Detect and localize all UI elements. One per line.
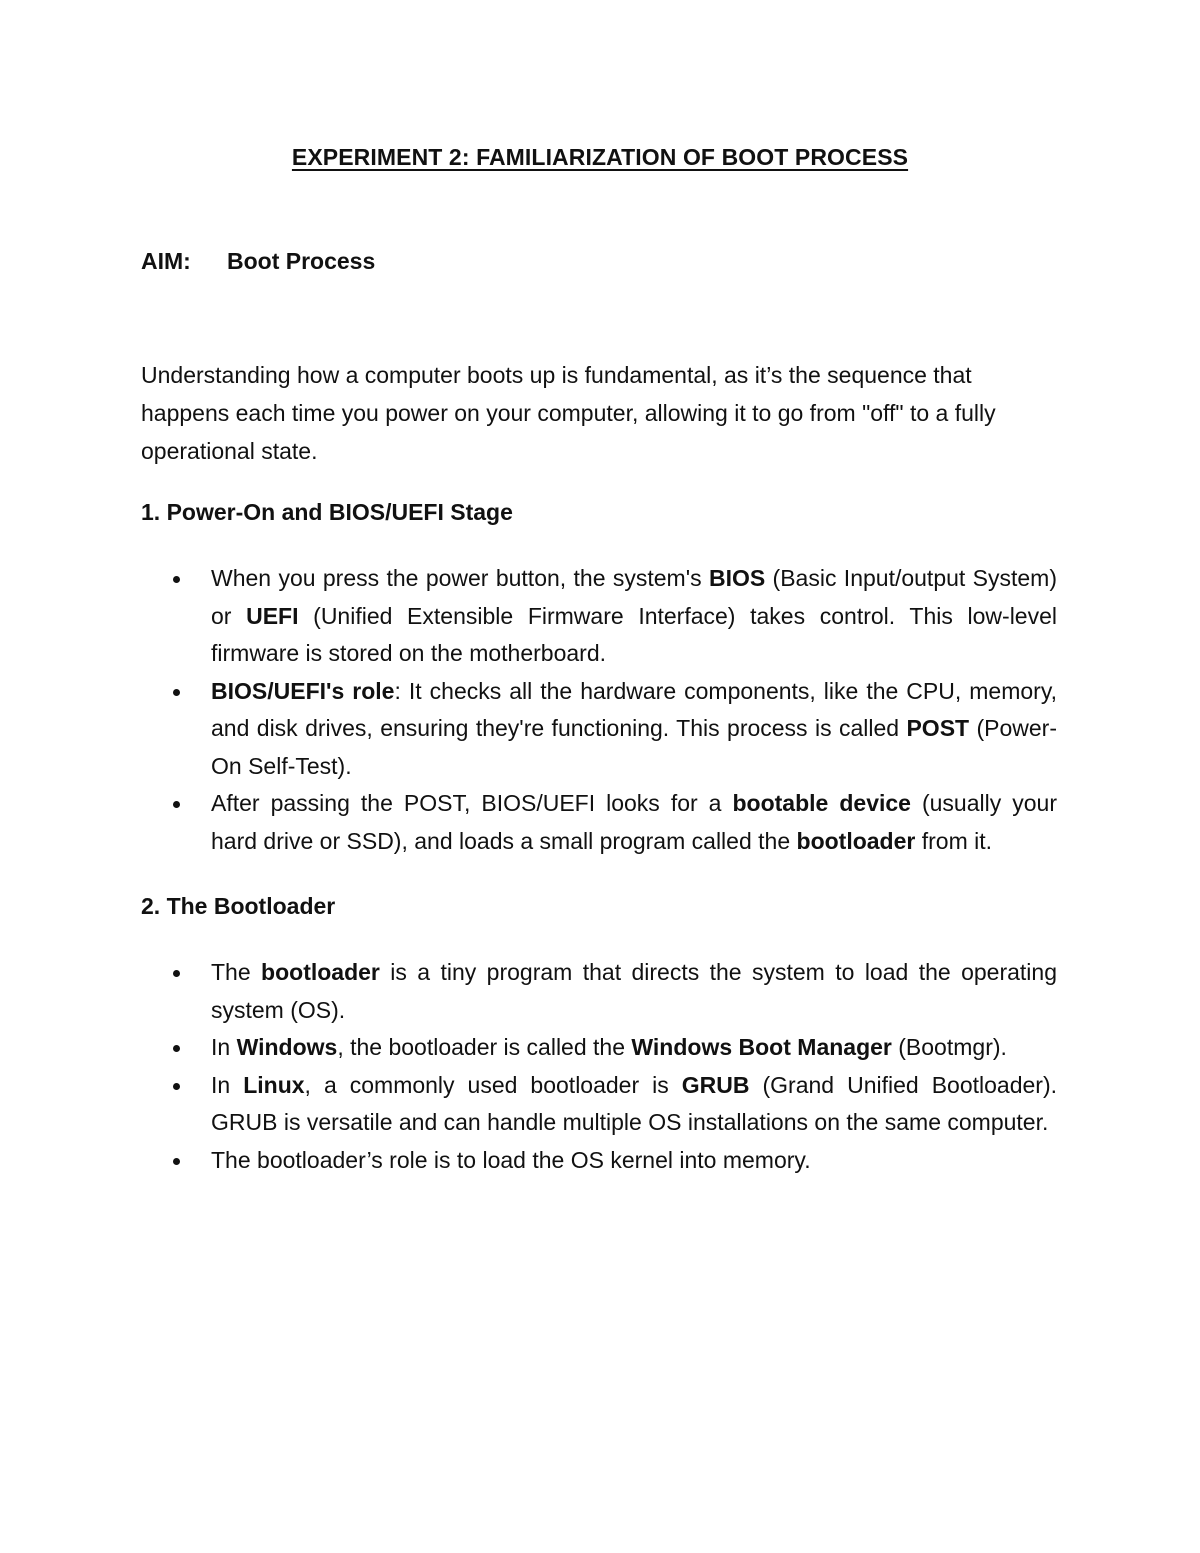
text-run: In bbox=[211, 1071, 244, 1098]
bold-term: bootable device bbox=[732, 790, 911, 816]
bold-term: Windows Boot Manager bbox=[631, 1034, 892, 1060]
text-run: When you press the power button, the system's bbox=[211, 565, 709, 591]
bootloader-bullet-list bbox=[141, 954, 1057, 1179]
text-run: The bbox=[211, 959, 262, 985]
list-item bbox=[141, 1067, 1057, 1142]
text-run: The bootloader’s role is to load the OS kernel into memory. bbox=[211, 1146, 811, 1173]
bullet-icon bbox=[173, 970, 180, 977]
text-run: In bbox=[211, 1034, 237, 1060]
text-run: is a tiny program that directs the system to load the operating system (OS). bbox=[211, 959, 1057, 1023]
bullet-icon bbox=[173, 1158, 180, 1165]
text-run: , the bootloader is called the bbox=[337, 1034, 632, 1060]
text-run: (Grand Unified Bootloader). GRUB is versatile and can handle multiple OS installations on the same computer. bbox=[211, 1071, 1057, 1135]
intro-paragraph: Understanding how a computer boots up is fundamental, as it’s the sequence that happens each time you power on your computer, allowing it to go from "off" to a fully operational state. bbox=[141, 362, 996, 464]
text-run: from it. bbox=[915, 827, 993, 854]
bullet-icon bbox=[173, 801, 180, 808]
text-run: (usually your hard drive or SSD), and loads a small program called the bbox=[211, 790, 1057, 854]
text-run: (Bootmgr). bbox=[891, 1034, 1007, 1060]
text-run: : It checks all the hardware components, like the CPU, memory, and disk drives, ensuring they're functioning. This process is called bbox=[211, 677, 1057, 741]
bold-term: BIOS/UEFI's role bbox=[211, 677, 395, 704]
bold-term: bootloader bbox=[796, 827, 916, 854]
bullet-icon bbox=[173, 1045, 180, 1052]
bold-term: Windows bbox=[236, 1034, 338, 1060]
bold-term: bootloader bbox=[261, 959, 380, 985]
bold-term: POST bbox=[906, 715, 970, 741]
bold-term: GRUB bbox=[681, 1071, 750, 1098]
aim-value: Boot Process bbox=[227, 248, 376, 274]
aim-label: AIM: bbox=[141, 248, 191, 274]
section-heading-bootloader: 2. The Bootloader bbox=[141, 893, 336, 919]
text-run: , a commonly used bootloader is bbox=[304, 1071, 682, 1098]
document-title: EXPERIMENT 2: FAMILIARIZATION OF BOOT PROCESS bbox=[291, 144, 909, 170]
bullet-icon bbox=[173, 1083, 180, 1090]
text-run: After passing the POST, BIOS/UEFI looks for a bbox=[211, 790, 733, 816]
list-item bbox=[141, 560, 1057, 673]
section-heading-power-on: 1. Power-On and BIOS/UEFI Stage bbox=[141, 499, 513, 525]
list-item bbox=[141, 785, 1057, 860]
bold-term: Linux bbox=[243, 1071, 305, 1098]
text-run: (Power-On Self-Test). bbox=[211, 715, 1058, 779]
list-item bbox=[141, 954, 1057, 1029]
power-on-bullet-list bbox=[141, 560, 1057, 860]
text-run: (Unified Extensible Firmware Interface) takes control. This low-level firmware is stored on the motherboard. bbox=[211, 602, 1057, 666]
list-item bbox=[141, 1142, 1057, 1180]
list-item bbox=[141, 673, 1057, 786]
aim-line bbox=[141, 248, 376, 275]
list-item bbox=[141, 1029, 1057, 1067]
bullet-icon bbox=[173, 689, 180, 696]
bullet-icon bbox=[173, 576, 180, 583]
bold-term: BIOS bbox=[708, 565, 766, 591]
bold-term: UEFI bbox=[246, 602, 299, 629]
text-run: (Basic Input/output System) or bbox=[211, 565, 1058, 629]
